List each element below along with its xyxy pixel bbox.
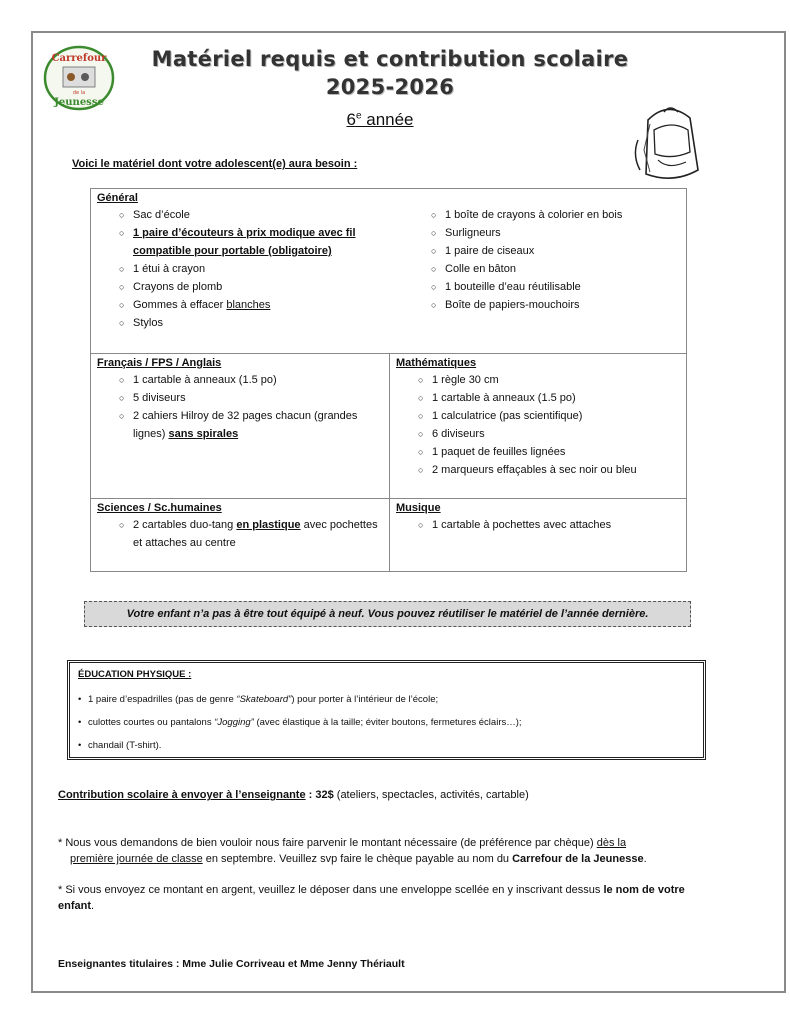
reuse-note: Votre enfant n’a pas à être tout équipé à neuf. Vous pouvez réutiliser le matériel de l’année dernière. (84, 601, 691, 627)
section-math (390, 354, 687, 499)
list-item: ○ 1 paire de ciseaux (431, 242, 622, 260)
school-logo (43, 45, 115, 111)
francais-list (97, 371, 383, 443)
pe-list (78, 688, 695, 757)
section-heading: Musique (396, 502, 441, 514)
teachers-line: Enseignantes titulaires : Mme Julie Corriveau et Mme Jenny Thériault (58, 958, 405, 970)
list-item: ○ Boîte de papiers-mouchoirs (431, 296, 622, 314)
section-general (91, 189, 687, 354)
list-item: ○ 1 règle 30 cm (418, 371, 680, 389)
physical-education-box (67, 660, 706, 760)
supplies-intro: Voici le matériel dont votre adolescent(e) aura besoin : (72, 158, 358, 170)
list-item: ○ Surligneurs (431, 224, 622, 242)
payment-paragraph: * Nous vous demandons de bien vouloir nous faire parvenir le montant nécessaire (de préférence par chèque) dès la première journée de classe en septembre. Veuillez svp faire le chèque payable au nom du Carrefour de la Jeunesse. (58, 837, 647, 865)
section-francais (91, 354, 390, 499)
list-item: ○ 1 étui à crayon (119, 260, 409, 278)
list-item: ○ Stylos (119, 314, 409, 332)
section-musique (390, 499, 687, 572)
math-list (396, 371, 680, 479)
list-item: ○ 6 diviseurs (418, 425, 680, 443)
list-item: ○ Colle en bâton (431, 260, 622, 278)
list-item: ○ 1 paquet de feuilles lignées (418, 443, 680, 461)
general-list-left (97, 206, 409, 332)
list-item: • 1 paire d’espadrilles (pas de genre “Skateboard”) pour porter à l’intérieur de l’école; (78, 688, 695, 711)
sciences-list (97, 516, 383, 552)
supplies-table (90, 188, 687, 572)
general-list-right (409, 206, 622, 332)
list-item: ○ 2 cartables duo-tang en plastique avec pochettes et attaches au centre (119, 516, 383, 552)
section-sciences (91, 499, 390, 572)
list-item: ○ 1 paire d’écouteurs à prix modique avec fil compatible pour portable (obligatoire) (119, 224, 409, 260)
list-item: ○ 1 boîte de crayons à colorier en bois (431, 206, 622, 224)
contribution-line: Contribution scolaire à envoyer à l’enseignante : 32$ (ateliers, spectacles, activités, cartable) (58, 789, 529, 801)
section-heading: Sciences / Sc.humaines (97, 502, 222, 514)
page-title: Matériel requis et contribution scolaire (151, 47, 629, 71)
backpack-illustration (628, 100, 712, 186)
list-item: ○ 5 diviseurs (119, 389, 383, 407)
logo-text-bottom: Jeunesse (54, 97, 104, 108)
musique-list (396, 516, 680, 534)
list-item: ○ Crayons de plomb (119, 278, 409, 296)
list-item: ○ 1 cartable à pochettes avec attaches (418, 516, 680, 534)
list-item: ○ 2 cahiers Hilroy de 32 pages chacun (grandes lignes) sans spirales (119, 407, 383, 443)
list-item: ○ Gommes à effacer blanches (119, 296, 409, 314)
logo-text-mid: de la (72, 90, 86, 96)
list-item: ○ 1 cartable à anneaux (1.5 po) (119, 371, 383, 389)
list-item: ○ Sac d’école (119, 206, 409, 224)
list-item: ○ 1 calculatrice (pas scientifique) (418, 407, 680, 425)
list-item: ○ 1 bouteille d’eau réutilisable (431, 278, 622, 296)
list-item: ○ 2 marqueurs effaçables à sec noir ou bleu (418, 461, 680, 479)
section-heading: Général (97, 192, 138, 204)
list-item: • culottes courtes ou pantalons “Jogging” (avec élastique à la taille; éviter boutons, fermetures éclairs…); (78, 711, 695, 734)
logo-text-top: Carrefour (51, 53, 107, 64)
cash-paragraph: * Si vous envoyez ce montant en argent, veuillez le déposer dans une enveloppe scellée en y inscrivant dessus le nom de votre enfant. (58, 884, 685, 912)
section-heading: Français / FPS / Anglais (97, 357, 222, 369)
grade-label: 6e année (346, 110, 414, 129)
section-heading: Mathématiques (396, 357, 477, 369)
list-item: • chandail (T-shirt). (78, 734, 695, 757)
list-item: ○ 1 cartable à anneaux (1.5 po) (418, 389, 680, 407)
section-heading: ÉDUCATION PHYSIQUE : (78, 669, 192, 680)
page-year: 2025-2026 (325, 75, 455, 99)
